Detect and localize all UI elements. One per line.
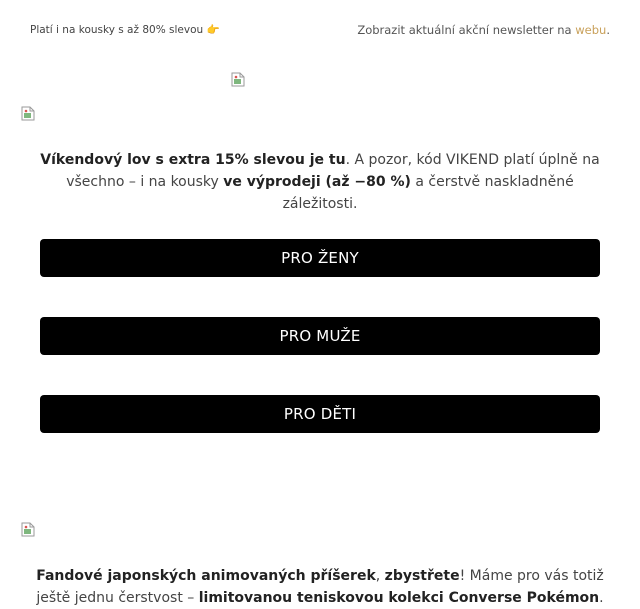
preheader-note: Platí i na kousky s až 80% slevou 👉 <box>30 24 220 36</box>
view-online-link[interactable]: webu <box>575 23 607 37</box>
view-online-end: . <box>606 23 610 37</box>
promo-text-3: . <box>599 590 604 606</box>
kids-button[interactable]: PRO DĚTI <box>40 395 600 433</box>
view-online-text <box>357 23 610 37</box>
logo-broken-image-icon[interactable] <box>231 72 245 87</box>
men-button[interactable]: PRO MUŽE <box>40 317 600 355</box>
promo-paragraph <box>30 565 610 609</box>
preheader-bar <box>0 20 640 40</box>
promo-text-2: ! Máme pro vás totiž ještě jednu čerstvost – <box>36 568 604 606</box>
promo-bold-1: Fandové japonských animovaných příšerek <box>36 568 376 584</box>
view-online-label: Zobrazit aktuální akční newsletter na <box>357 23 576 37</box>
intro-bold-2: ve výprodeji (až −80 %) <box>223 174 411 190</box>
promo-bold-3: limitovanou teniskovou kolekci Converse Pokémon <box>198 590 600 606</box>
promo-text-1: , <box>375 568 385 584</box>
intro-text-1: . A pozor, kód VIKEND platí úplně na všechno – i na kousky <box>66 152 600 190</box>
intro-text-2: a čerstvě naskladněné záležitosti. <box>282 174 574 212</box>
women-button[interactable]: PRO ŽENY <box>40 239 600 277</box>
intro-bold-1: Víkendový lov s extra 15% slevou je tu <box>40 152 346 168</box>
hero-broken-image-icon[interactable] <box>21 106 35 121</box>
promo-bold-2: zbystřete <box>384 568 460 584</box>
intro-paragraph <box>30 149 610 215</box>
promo-broken-image-icon[interactable] <box>21 522 35 537</box>
